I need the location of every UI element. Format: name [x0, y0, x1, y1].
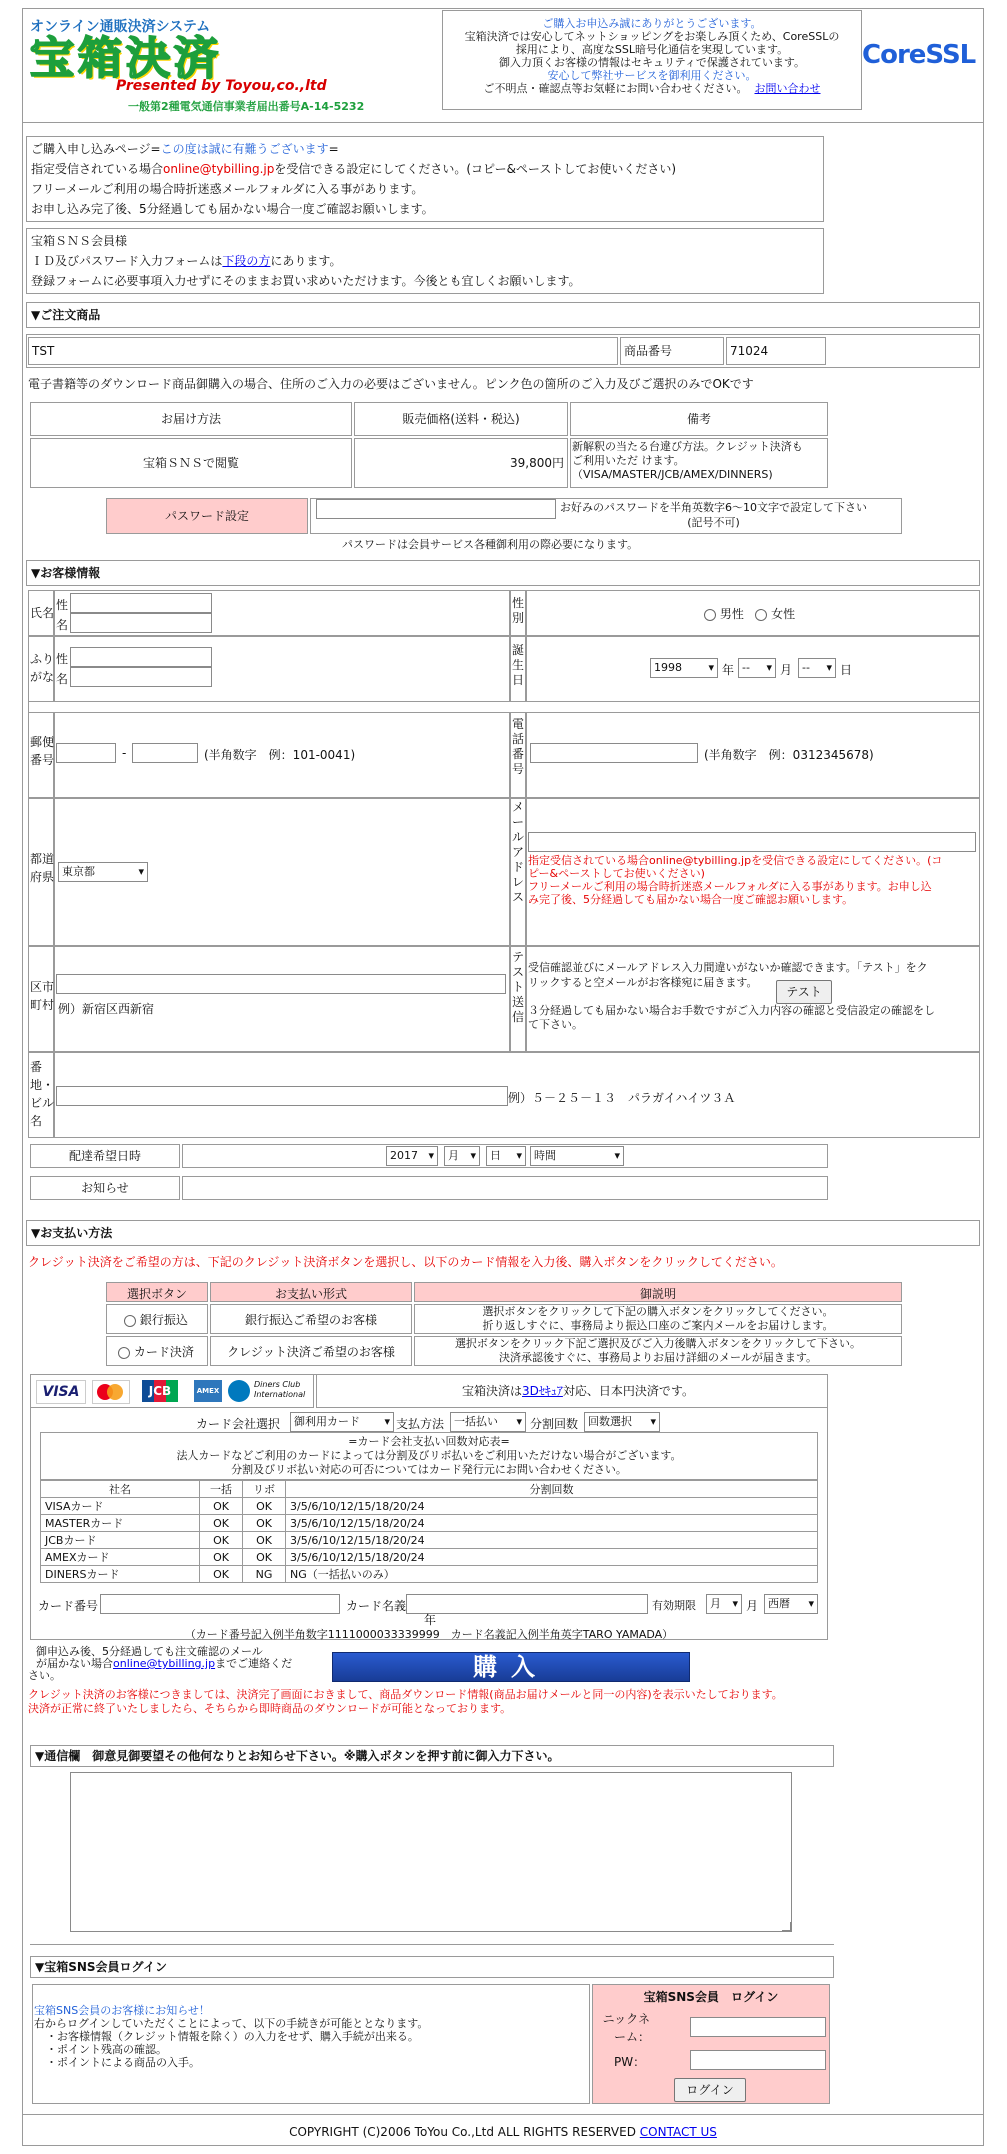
- comm-divider: [30, 1944, 834, 1945]
- diners-logo: [228, 1378, 310, 1404]
- mc-yellow-circle: [107, 1384, 123, 1400]
- login-pw-label: PW：: [614, 2055, 646, 2069]
- expiry-label: 有効期限: [652, 1599, 696, 1612]
- login-bullet-1: ・お客様情報（クレジット情報を除く）の入力をせず、購入手続が出来る。: [46, 2030, 419, 2043]
- kana-sei-label: 性: [56, 652, 69, 666]
- intro-email: online@tybilling.jp: [163, 162, 275, 176]
- diners-circle: [228, 1380, 250, 1402]
- nickname-label-b: ーム：: [613, 2030, 650, 2044]
- product-name: TST: [32, 344, 55, 358]
- bank-desc-2: 折り返しすぐに、事務局より振込口座のご案内メールをお届けします。: [482, 1319, 834, 1332]
- col-price-label: 販売価格(送料・税込): [402, 412, 520, 426]
- zip-label: 郵便番号: [30, 735, 55, 767]
- row-name: MASTERカード: [41, 1515, 200, 1532]
- amex-logo: AMEX: [194, 1380, 222, 1402]
- birth-month-select[interactable]: -- ▾: [738, 658, 776, 678]
- visa-logo: VISA: [36, 1380, 86, 1404]
- brand-logo: [28, 14, 378, 114]
- pay-col-select-label: 選択ボタン: [126, 1287, 187, 1301]
- tel-hint: (半角数字 例：0312345678): [704, 748, 874, 762]
- intro-line-4: お申し込み完了後、5分経過しても届かない場合一度ご確認お願いします。: [31, 202, 434, 216]
- confirm-a: 御申込み後、5分経過しても注文確認のメール: [36, 1645, 263, 1658]
- ssl-notice-box: [442, 10, 862, 110]
- notice-label: お知らせ: [81, 1181, 129, 1195]
- login-notice-line: 右からログインしていただくことによって、以下の手続きが可能ととなります。: [34, 2017, 429, 2030]
- remarks-line-2: ご利用いただ けます。: [572, 454, 685, 467]
- member-line-3: 登録フォームに必要事項入力せずにそのままお買い求めいただけます。今後とも宜しくお願いします。: [31, 274, 581, 288]
- test-text-2: リックすると空メールがお客様宛に届きます。: [528, 976, 758, 989]
- mastercard-logo: [92, 1380, 130, 1404]
- contact-link[interactable]: お問い合わせ: [754, 82, 821, 95]
- tel-label: 電話番号: [511, 717, 524, 776]
- confirm-email-link[interactable]: online@tybilling.jp: [113, 1657, 216, 1670]
- delivery-value: 宝箱ＳＮＳで閲覧: [142, 456, 239, 470]
- first-name-input[interactable]: [70, 613, 212, 633]
- female-label: 女性: [771, 607, 796, 621]
- product-no: 71024: [730, 344, 769, 358]
- download-note-2: 決済が正常に終了いたしましたら、そちらから即時商品のダウンロードが可能となっております。: [28, 1702, 512, 1715]
- table-title: =カード会社支払い回数対応表=: [348, 1435, 510, 1448]
- pref-select[interactable]: 東京都 ▾: [58, 862, 148, 882]
- addr-input[interactable]: [56, 1086, 508, 1106]
- copyright: COPYRIGHT (C)2006 ToYou Co.,Ltd ALL RIGHTS RESERVED: [289, 2125, 636, 2139]
- card-form: クレジット決済ご希望のお客様: [227, 1345, 395, 1359]
- order-note: 電子書籍等のダウンロード商品御購入の場合、住所のご入力の必要はございません。ピンク色の箇所のご入力及びご選択のみでOKです: [28, 377, 754, 391]
- th-split: 分割回数: [286, 1481, 818, 1498]
- confirm-b: が届かない場合: [36, 1657, 113, 1670]
- table-row: [41, 1532, 818, 1549]
- login-section-header: ▼宝箱SNS会員ログイン: [30, 1956, 834, 1978]
- intro-line-2: [31, 159, 819, 179]
- test-label: テスト送信: [511, 950, 524, 1024]
- gender-label: 性別: [511, 596, 524, 625]
- female-radio[interactable]: [755, 609, 767, 621]
- confirm-c: までご連絡くだ: [215, 1657, 293, 1670]
- gender-options: [704, 604, 795, 624]
- footer-divider: [22, 2114, 984, 2115]
- zip-dash: -: [122, 746, 127, 760]
- card-name-input[interactable]: [406, 1594, 648, 1614]
- notice-line-3: 御入力頂くお客様の情報はセキュリティで保護されています。: [498, 56, 806, 69]
- bank-label: 銀行振込: [139, 1313, 188, 1327]
- test-text-1: 受信確認並びにメールアドレス入力間違いがないか確認できます。「テスト」をク: [528, 961, 928, 974]
- zip-second-input[interactable]: [132, 743, 198, 763]
- secure-text: [462, 1381, 694, 1401]
- member-2b: にあります。: [270, 254, 342, 268]
- company-select[interactable]: 御利用カード ▾: [290, 1412, 394, 1432]
- intro-box: [26, 136, 824, 222]
- test-button[interactable]: テスト: [776, 980, 832, 1004]
- pw-hint-1: お好みのパスワードを半角英数字6～10文字で設定して下さい: [560, 501, 867, 514]
- mail-label: メールアドレス: [511, 800, 524, 904]
- addr-label: 番地・ビル名: [30, 1060, 55, 1128]
- mail-note-2: ピー&ペーストしてお使いください): [528, 867, 705, 880]
- password-label: パスワード設定: [164, 509, 249, 523]
- birth-year-select[interactable]: 1998 ▾: [650, 658, 718, 678]
- first-name-kana-input[interactable]: [70, 667, 212, 687]
- mail-input[interactable]: [528, 832, 976, 852]
- test-text-2-line: [528, 975, 976, 990]
- table-note-2: 分割及びリボ払い対応の可否についてはカード発行元にお問い合わせください。: [231, 1463, 627, 1476]
- card-desc-1: 選択ボタンをクリック下記ご選択及びご入力後購入ボタンをクリックして下さい。: [454, 1337, 862, 1350]
- male-radio[interactable]: [704, 609, 716, 621]
- date-day-select[interactable]: 日 ▾: [486, 1146, 526, 1166]
- price-value: 39,800円: [510, 456, 564, 470]
- product-name-cell: [28, 337, 618, 365]
- expiry-year-unit: 年: [424, 1613, 437, 1627]
- last-name-input[interactable]: [70, 593, 212, 613]
- login-notice-title: 宝箱SNS会員のお客様にお知らせ！: [34, 2004, 210, 2017]
- bank-option: [124, 1310, 188, 1330]
- coressl-logo: CoreSSL: [862, 40, 976, 70]
- row-split: 3/5/6/10/12/15/18/20/24: [286, 1549, 818, 1566]
- pw-hint-2: (記号不可): [687, 516, 740, 529]
- member-lower-link[interactable]: 下段の方: [222, 254, 271, 268]
- test-text-tail: [528, 1004, 935, 1032]
- card-radio[interactable]: [118, 1347, 130, 1359]
- member-2a: ＩＤ及びパスワード入力フォームは: [31, 254, 223, 268]
- intro-line-3: フリーメールご利用の場合時折迷惑メールフォルダに入る事があります。: [31, 182, 424, 196]
- method-select[interactable]: 一括払い ▾: [450, 1412, 526, 1432]
- remarks-line-3: （VISA/MASTER/JCB/AMEX/DINNERS): [572, 468, 773, 481]
- pay-col-form-label: お支払い形式: [274, 1287, 347, 1301]
- mail-note-4: み完了後、5分経過しても届かない場合一度ご確認お願いします。: [528, 893, 854, 906]
- card-desc: [414, 1337, 902, 1365]
- test-text: [528, 960, 976, 990]
- mei-label: 名: [56, 618, 69, 632]
- test-text-3: ３分経過しても届かない場合お手数ですがご入力内容の確認と受信設定の確認をし: [528, 1004, 935, 1017]
- date-label: 配達希望日時: [68, 1149, 141, 1163]
- payment-section-header: ▼お支払い方法: [26, 1220, 980, 1246]
- th-company: 社名: [41, 1481, 200, 1498]
- login-bullet-2: ・ポイント残高の確認。: [46, 2043, 167, 2056]
- password-input[interactable]: [316, 499, 556, 519]
- table-row: [41, 1549, 818, 1566]
- notice-line-1: 宝箱決済では安心してネットショッピングをお楽しみ頂くため、CoreSSLの: [464, 30, 840, 43]
- birth-month-unit: 月: [780, 663, 793, 677]
- spacer-row: [28, 702, 980, 712]
- expiry-month-unit: 月: [746, 1599, 759, 1613]
- login-notice: [34, 2004, 428, 2069]
- intro-2b: を受信できる設定にしてください。(コピー&ペーストしてお使いください): [274, 162, 677, 176]
- kana-mei-label: 名: [56, 672, 69, 686]
- birth-year-unit: 年: [722, 663, 735, 677]
- notice-last-line: [443, 82, 861, 95]
- notice-last: ご不明点・確認点等お気軽にお問い合わせください。: [483, 82, 748, 95]
- login-box-title: 宝箱SNS会員 ログイン: [643, 1990, 779, 2004]
- company-label: カード会社選択: [196, 1417, 281, 1431]
- col-delivery-label: お届け方法: [160, 412, 221, 426]
- male-label: 男性: [719, 607, 744, 621]
- installments-label: 分割回数: [530, 1417, 579, 1431]
- installment-table-box: [40, 1432, 818, 1480]
- row-lump: OK: [200, 1549, 243, 1566]
- birth-label: 誕生日: [511, 643, 524, 687]
- brand-sub: オンライン通販決済システム: [30, 19, 211, 35]
- name-label: 氏名: [30, 606, 55, 620]
- intro-1a: ご購入申し込みページ=: [31, 142, 161, 156]
- password-note: パスワードは会員サービス各種御利用の際必要になります。: [342, 538, 639, 551]
- footer: [22, 2122, 984, 2142]
- row-split: 3/5/6/10/12/15/18/20/24: [286, 1515, 818, 1532]
- card-number-input[interactable]: [100, 1594, 340, 1614]
- th-revo: リボ: [243, 1481, 286, 1498]
- sei-label: 性: [56, 598, 69, 612]
- comm-textarea[interactable]: [70, 1772, 792, 1932]
- nickname-input[interactable]: [690, 2017, 826, 2037]
- city-field-cell: [54, 946, 510, 1052]
- product-no-label: 商品番号: [624, 344, 673, 358]
- confirm-text: [28, 1645, 336, 1682]
- zip-hint: (半角数字 例：101-0041): [204, 748, 356, 762]
- notice-title: ご購入お申込み誠にありがとうございます。: [542, 17, 762, 30]
- member-box: [26, 228, 824, 294]
- confirm-b-line: [36, 1658, 336, 1670]
- test-text-4: て下さい。: [528, 1018, 583, 1031]
- remarks-text: [572, 440, 803, 482]
- remarks-line-1: 新解釈の当たる台違び方法。クレジット決済も: [572, 440, 803, 453]
- brand-license: 一般第2種電気通信事業者届出番号A-14-5232: [128, 100, 365, 113]
- nickname-label: [600, 2010, 650, 2046]
- secure-link[interactable]: 3Dｾｷｭｱ: [522, 1384, 563, 1398]
- confirm-d: さい。: [28, 1669, 61, 1682]
- mail-notes: [528, 854, 942, 906]
- row-name: JCBカード: [41, 1532, 200, 1549]
- download-note: [28, 1688, 783, 1716]
- row-split: 3/5/6/10/12/15/18/20/24: [286, 1532, 818, 1549]
- th-lump: 一括: [200, 1481, 243, 1498]
- card-desc-2: 決済承認後すぐに、事務局よりお届け詳細のメールが届きます。: [499, 1351, 817, 1364]
- brand-main: 宝箱決済: [30, 33, 222, 84]
- textarea-resize-icon: [782, 1922, 791, 1931]
- addr-hint: 例）５－２５－１３ パラガイハイツ３Ａ: [508, 1091, 736, 1105]
- expiry-month-select[interactable]: 月 ▾: [706, 1594, 742, 1614]
- installment-table: [40, 1480, 818, 1583]
- login-button[interactable]: ログイン: [674, 2078, 746, 2102]
- row-lump: OK: [200, 1498, 243, 1515]
- date-time-select[interactable]: 時間 ▾: [530, 1146, 624, 1166]
- col-remarks-label: 備考: [686, 412, 711, 426]
- row-name: AMEXカード: [41, 1549, 200, 1566]
- pay-col-desc-label: 御説明: [639, 1287, 676, 1301]
- mail-note-1: 指定受信されている場合online@tybilling.jpを受信できる設定にしてください。(コ: [528, 854, 943, 867]
- row-revo: OK: [243, 1515, 286, 1532]
- method-label: 支払方法: [396, 1417, 445, 1431]
- intro-1c: =: [328, 142, 339, 156]
- row-split: NG（一括払いのみ）: [286, 1566, 818, 1583]
- installment-header-row: [41, 1481, 818, 1498]
- row-revo: OK: [243, 1498, 286, 1515]
- header-divider: [22, 122, 984, 123]
- card-label: カード決済: [133, 1345, 194, 1359]
- notice-blue: 安心して弊社サービスを御利用ください。: [547, 69, 757, 82]
- bank-desc: [414, 1305, 902, 1333]
- birth-day-unit: 日: [840, 663, 853, 677]
- card-no-label: カード番号: [38, 1599, 99, 1613]
- card-option: [118, 1342, 194, 1362]
- brand-presented: Presented by Toyou,co.,ltd: [116, 78, 327, 94]
- row-split: 3/5/6/10/12/15/18/20/24: [286, 1498, 818, 1515]
- row-name: VISAカード: [41, 1498, 200, 1515]
- row-name: DINERSカード: [41, 1566, 200, 1583]
- date-year-select[interactable]: 2017 ▾: [386, 1146, 438, 1166]
- login-password-input[interactable]: [690, 2050, 826, 2070]
- row-revo: NG: [243, 1566, 286, 1583]
- intro-1b: この度は誠に有難うございます: [160, 142, 329, 156]
- contact-us-link[interactable]: CONTACT US: [639, 2125, 717, 2139]
- installments-select[interactable]: 回数選択 ▾: [584, 1412, 660, 1432]
- intro-line-1: [31, 139, 819, 159]
- member-line-2: [31, 251, 819, 271]
- birth-day-select[interactable]: -- ▾: [798, 658, 836, 678]
- notice-line-2: 採用により、高度なSSL暗号化通信を実現しています。: [515, 43, 789, 56]
- tel-input[interactable]: [530, 743, 698, 763]
- table-note-1: 法人カードなどご利用のカードによっては分割及びリボ払いをご利用いただけない場合がございます。: [176, 1449, 682, 1462]
- row-lump: OK: [200, 1566, 243, 1583]
- secure-b: 対応、日本円決済です。: [562, 1384, 694, 1398]
- jcb-logo: JCB: [142, 1380, 178, 1402]
- row-lump: OK: [200, 1532, 243, 1549]
- customer-section-header: ▼お客様情報: [26, 560, 980, 586]
- bank-desc-1: 選択ボタンをクリックして下記の購入ボタンをクリックしてください。: [482, 1305, 834, 1318]
- row-revo: OK: [243, 1532, 286, 1549]
- row-lump: OK: [200, 1515, 243, 1532]
- order-section-header: ▼ご注文商品: [26, 302, 980, 328]
- bank-radio[interactable]: [124, 1315, 136, 1327]
- bank-form: 銀行振込ご希望のお客様: [244, 1313, 377, 1327]
- expiry-year-select[interactable]: 西暦 ▾: [764, 1594, 818, 1614]
- diners-text: Diners Club International: [254, 1380, 306, 1399]
- nickname-label-a: ニックネ: [602, 2012, 650, 2026]
- download-note-1: クレジット決済のお客様につきましては、決済完了画面におきまして、商品ダウンロード情報(商品お届けメールと同一の内容)を表示いたしております。: [28, 1688, 783, 1701]
- login-bullet-3: ・ポイントによる商品の入手。: [46, 2056, 200, 2069]
- row-revo: OK: [243, 1549, 286, 1566]
- card-name-label: カード名義: [346, 1599, 407, 1613]
- pref-label: 都道府県: [30, 852, 55, 884]
- buy-button[interactable]: 購入: [332, 1652, 690, 1682]
- secure-a: 宝箱決済は: [462, 1384, 523, 1398]
- table-row: [41, 1566, 818, 1583]
- notice-field-cell: [182, 1176, 828, 1200]
- member-line-1: 宝箱ＳＮＳ会員様: [31, 234, 128, 248]
- kana-label: ふりがな: [30, 652, 55, 684]
- password-hint: [560, 500, 867, 530]
- last-name-kana-input[interactable]: [70, 647, 212, 667]
- card-example: （カード番号記入例半角数字1111000033339999 カード名義記入例半角英字TARO YAMADA）: [184, 1628, 674, 1641]
- zip-first-input[interactable]: [56, 743, 116, 763]
- intro-2a: 指定受信されている場合: [31, 162, 164, 176]
- city-hint: 例）新宿区西新宿: [58, 1002, 155, 1016]
- mail-note-3: フリーメールご利用の場合時折迷惑メールフォルダに入る事があります。お申し込: [528, 880, 932, 893]
- comm-section-header: ▼通信欄 御意見御要望その他何なりとお知らせ下さい。※購入ボタンを押す前に御入力下さい。: [30, 1745, 834, 1767]
- city-label: 区市町村: [30, 980, 55, 1012]
- city-input[interactable]: [56, 974, 506, 994]
- table-row: [41, 1498, 818, 1515]
- payment-instruction: クレジット決済をご希望の方は、下記のクレジット決済ボタンを選択し、以下のカード情報を入力後、購入ボタンをクリックしてください。: [28, 1255, 783, 1269]
- table-row: [41, 1515, 818, 1532]
- date-month-select[interactable]: 月 ▾: [444, 1146, 480, 1166]
